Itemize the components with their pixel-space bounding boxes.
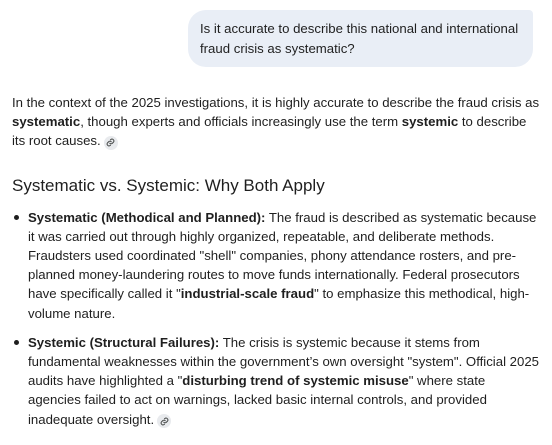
intro-text-1: In the context of the 2025 investigations, it is highly accurate to describe the fraud crisis as xyxy=(12,95,540,110)
bullet-bold-phrase: disturbing trend of systemic misuse xyxy=(182,373,409,389)
user-message-text: Is it accurate to describe this national and international fraud crisis as systematic? xyxy=(200,21,519,56)
section-heading: Systematic vs. Systemic: Why Both Apply xyxy=(12,175,325,195)
intro-text-3: to describe its root causes. xyxy=(12,114,527,149)
bullet-dot xyxy=(14,340,19,345)
bullet-title: Systematic (Methodical and Planned): xyxy=(28,209,266,225)
bullet-body xyxy=(28,210,536,321)
bullet-systemic xyxy=(12,333,540,429)
bullet-list xyxy=(12,208,540,429)
user-message-bubble xyxy=(188,10,533,67)
intro-text-2: , though experts and officials increasingly use the term xyxy=(80,114,402,130)
assistant-response xyxy=(12,93,540,439)
bullet-body xyxy=(28,335,539,427)
bullet-text-2: " where state agencies failed to act on warnings, lacked basic internal controls, and provided inadequate oversight. xyxy=(28,373,487,427)
bullet-text-1: The crisis is systemic because it stems from fundamental weaknesses within the government’s own oversight "system". Official 2025 audits have highlighted a " xyxy=(28,334,539,389)
bullet-dot xyxy=(14,215,19,220)
intro-bold-systemic: systemic xyxy=(401,114,459,130)
source-link-icon[interactable] xyxy=(104,136,118,150)
bullet-systematic xyxy=(12,208,540,323)
bullet-bold-phrase: industrial-scale fraud xyxy=(180,286,315,302)
bullet-title: Systemic (Structural Failures): xyxy=(28,334,220,350)
source-link-icon[interactable] xyxy=(157,414,171,428)
bullet-text-2: " to emphasize this methodical, high-volume nature. xyxy=(28,286,530,321)
bullet-text-1: The fraud is described as systematic because it was carried out through highly organized, repeatable, and deliberate methods. Fraudsters used coordinated "shell" companies, phony attendance rosters, and pre-planned money-laundering routes to move funds internationally. Federal prosecutors have specifically called it " xyxy=(28,209,537,302)
intro-bold-systematic: systematic xyxy=(12,114,81,130)
intro-paragraph xyxy=(12,93,540,151)
